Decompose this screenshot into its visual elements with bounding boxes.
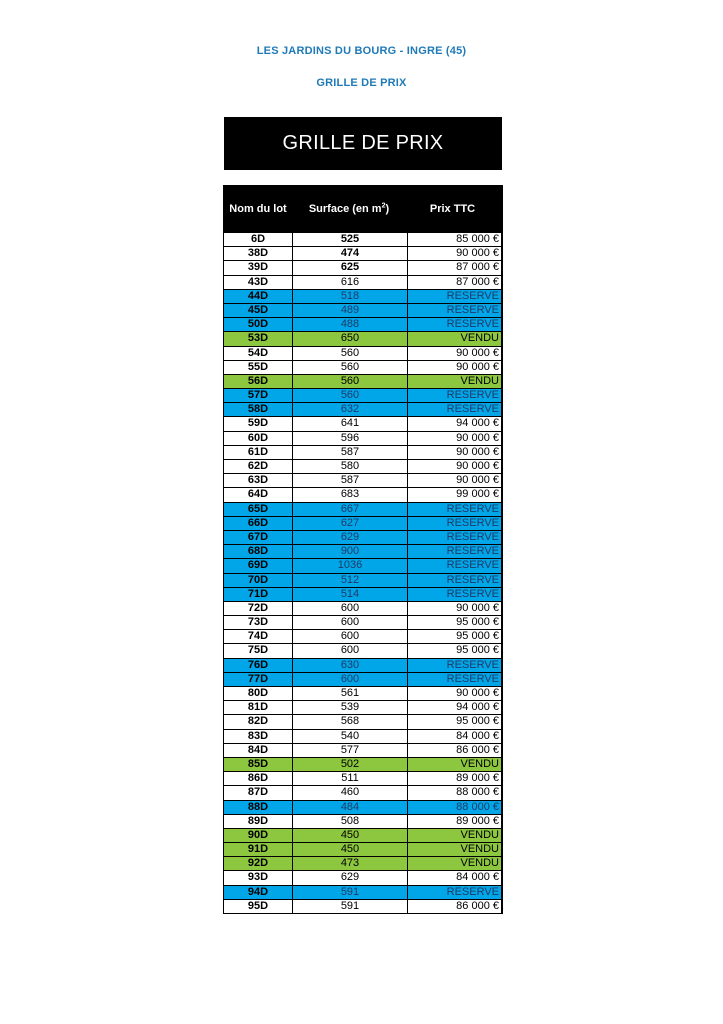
- lot-name-cell: 67D: [224, 531, 292, 544]
- price-cell: RESERVE: [408, 389, 501, 402]
- surface-cell: 630: [293, 659, 407, 672]
- surface-cell: 561: [293, 687, 407, 700]
- table-row: [224, 559, 502, 572]
- lot-name-cell: 45D: [224, 304, 292, 317]
- lot-name-cell: 91D: [224, 843, 292, 856]
- price-cell: 90 000 €: [408, 432, 501, 445]
- table-row: [224, 290, 502, 303]
- price-cell: 90 000 €: [408, 460, 501, 473]
- price-grid-banner: GRILLE DE PRIX: [224, 117, 502, 170]
- surface-cell: 600: [293, 602, 407, 615]
- surface-cell: 525: [293, 233, 407, 246]
- price-cell: 95 000 €: [408, 644, 501, 657]
- surface-cell: 450: [293, 843, 407, 856]
- lot-name-cell: 60D: [224, 432, 292, 445]
- surface-cell: 539: [293, 701, 407, 714]
- lot-name-cell: 43D: [224, 276, 292, 289]
- lot-name-cell: 70D: [224, 574, 292, 587]
- surface-cell: 580: [293, 460, 407, 473]
- lot-name-cell: 77D: [224, 673, 292, 686]
- lot-name-cell: 62D: [224, 460, 292, 473]
- table-row: [224, 744, 502, 757]
- price-cell: 95 000 €: [408, 616, 501, 629]
- price-cell: 90 000 €: [408, 247, 501, 260]
- lot-name-cell: 81D: [224, 701, 292, 714]
- table-row: [224, 347, 502, 360]
- price-cell: RESERVE: [408, 503, 501, 516]
- surface-cell: 616: [293, 276, 407, 289]
- surface-cell: 625: [293, 261, 407, 274]
- surface-cell: 900: [293, 545, 407, 558]
- table-row: [224, 417, 502, 430]
- lot-name-cell: 73D: [224, 616, 292, 629]
- price-table: [223, 185, 503, 914]
- surface-cell: 560: [293, 361, 407, 374]
- lot-name-cell: 38D: [224, 247, 292, 260]
- lot-name-cell: 69D: [224, 559, 292, 572]
- surface-cell: 484: [293, 801, 407, 814]
- lot-name-cell: 93D: [224, 871, 292, 884]
- price-cell: 87 000 €: [408, 276, 501, 289]
- table-row: [224, 403, 502, 416]
- surface-cell: 512: [293, 574, 407, 587]
- table-row: [224, 630, 502, 643]
- lot-name-cell: 39D: [224, 261, 292, 274]
- table-row: [224, 574, 502, 587]
- price-cell: RESERVE: [408, 659, 501, 672]
- price-cell: RESERVE: [408, 588, 501, 601]
- surface-cell: 473: [293, 857, 407, 870]
- surface-cell: 600: [293, 616, 407, 629]
- price-cell: 88 000 €: [408, 801, 501, 814]
- lot-name-cell: 90D: [224, 829, 292, 842]
- table-row: [224, 701, 502, 714]
- column-header-lot: Nom du lot: [229, 203, 287, 215]
- price-cell: 86 000 €: [408, 900, 501, 913]
- surface-cell: 683: [293, 488, 407, 501]
- table-row: [224, 616, 502, 629]
- lot-name-cell: 64D: [224, 488, 292, 501]
- price-cell: 89 000 €: [408, 772, 501, 785]
- table-row: [224, 758, 502, 771]
- price-cell: RESERVE: [408, 559, 501, 572]
- table-row: [224, 318, 502, 331]
- surface-cell: 488: [293, 318, 407, 331]
- surface-cell: 489: [293, 304, 407, 317]
- lot-name-cell: 63D: [224, 474, 292, 487]
- price-cell: RESERVE: [408, 403, 501, 416]
- table-header: [224, 185, 502, 233]
- surface-cell: 629: [293, 531, 407, 544]
- document-title: LES JARDINS DU BOURG - INGRE (45): [256, 45, 467, 57]
- price-cell: VENDU: [408, 332, 501, 345]
- surface-cell: 587: [293, 474, 407, 487]
- surface-cell: 650: [293, 332, 407, 345]
- price-cell: 95 000 €: [408, 630, 501, 643]
- table-row: [224, 659, 502, 672]
- price-cell: VENDU: [408, 758, 501, 771]
- table-row: [224, 871, 502, 884]
- price-cell: 85 000 €: [408, 233, 501, 246]
- lot-name-cell: 50D: [224, 318, 292, 331]
- lot-name-cell: 65D: [224, 503, 292, 516]
- price-cell: 99 000 €: [408, 488, 501, 501]
- lot-name-cell: 6D: [224, 233, 292, 246]
- price-cell: 86 000 €: [408, 744, 501, 757]
- table-row: [224, 375, 502, 388]
- table-row: [224, 772, 502, 785]
- table-row: [224, 474, 502, 487]
- price-cell: 87 000 €: [408, 261, 501, 274]
- lot-name-cell: 95D: [224, 900, 292, 913]
- lot-name-cell: 92D: [224, 857, 292, 870]
- lot-name-cell: 80D: [224, 687, 292, 700]
- lot-name-cell: 55D: [224, 361, 292, 374]
- surface-cell: 629: [293, 871, 407, 884]
- surface-cell: 587: [293, 446, 407, 459]
- table-row: [224, 361, 502, 374]
- table-row: [224, 446, 502, 459]
- surface-cell: 568: [293, 715, 407, 728]
- table-row: [224, 644, 502, 657]
- table-row: [224, 602, 502, 615]
- table-row: [224, 261, 502, 274]
- lot-name-cell: 83D: [224, 730, 292, 743]
- price-cell: RESERVE: [408, 886, 501, 899]
- table-row: [224, 460, 502, 473]
- price-cell: 90 000 €: [408, 347, 501, 360]
- surface-cell: 450: [293, 829, 407, 842]
- surface-cell: 667: [293, 503, 407, 516]
- price-cell: RESERVE: [408, 304, 501, 317]
- lot-name-cell: 89D: [224, 815, 292, 828]
- price-cell: VENDU: [408, 829, 501, 842]
- price-cell: VENDU: [408, 857, 501, 870]
- table-row: [224, 786, 502, 799]
- table-row: [224, 801, 502, 814]
- price-cell: 90 000 €: [408, 687, 501, 700]
- lot-name-cell: 54D: [224, 347, 292, 360]
- surface-cell: 600: [293, 630, 407, 643]
- price-cell: 90 000 €: [408, 446, 501, 459]
- price-cell: 94 000 €: [408, 417, 501, 430]
- lot-name-cell: 59D: [224, 417, 292, 430]
- price-cell: RESERVE: [408, 545, 501, 558]
- surface-cell: 560: [293, 347, 407, 360]
- table-row: [224, 687, 502, 700]
- lot-name-cell: 76D: [224, 659, 292, 672]
- table-row: [224, 815, 502, 828]
- table-row: [224, 588, 502, 601]
- price-cell: RESERVE: [408, 673, 501, 686]
- price-cell: 90 000 €: [408, 602, 501, 615]
- table-body: [224, 233, 502, 913]
- table-row: [224, 276, 502, 289]
- price-cell: VENDU: [408, 375, 501, 388]
- surface-cell: 591: [293, 900, 407, 913]
- surface-cell: 632: [293, 403, 407, 416]
- surface-cell: 560: [293, 375, 407, 388]
- table-row: [224, 432, 502, 445]
- lot-name-cell: 85D: [224, 758, 292, 771]
- price-cell: 84 000 €: [408, 871, 501, 884]
- surface-cell: 627: [293, 517, 407, 530]
- price-cell: RESERVE: [408, 574, 501, 587]
- table-row: [224, 304, 502, 317]
- surface-cell: 474: [293, 247, 407, 260]
- surface-cell: 591: [293, 886, 407, 899]
- price-cell: VENDU: [408, 843, 501, 856]
- table-row: [224, 843, 502, 856]
- lot-name-cell: 58D: [224, 403, 292, 416]
- table-row: [224, 857, 502, 870]
- lot-name-cell: 86D: [224, 772, 292, 785]
- table-row: [224, 517, 502, 530]
- price-cell: RESERVE: [408, 290, 501, 303]
- price-cell: 88 000 €: [408, 786, 501, 799]
- table-row: [224, 332, 502, 345]
- lot-name-cell: 68D: [224, 545, 292, 558]
- table-row: [224, 389, 502, 402]
- surface-cell: 511: [293, 772, 407, 785]
- price-cell: 95 000 €: [408, 715, 501, 728]
- lot-name-cell: 82D: [224, 715, 292, 728]
- lot-name-cell: 44D: [224, 290, 292, 303]
- column-header-surface: Surface (en $m^2$): [308, 202, 390, 215]
- table-row: [224, 503, 502, 516]
- surface-cell: 508: [293, 815, 407, 828]
- surface-cell: 600: [293, 673, 407, 686]
- lot-name-cell: 66D: [224, 517, 292, 530]
- surface-cell: 577: [293, 744, 407, 757]
- lot-name-cell: 71D: [224, 588, 292, 601]
- price-cell: RESERVE: [408, 318, 501, 331]
- price-cell: 89 000 €: [408, 815, 501, 828]
- surface-cell: 596: [293, 432, 407, 445]
- surface-cell: 560: [293, 389, 407, 402]
- table-row: [224, 730, 502, 743]
- lot-name-cell: 53D: [224, 332, 292, 345]
- price-cell: RESERVE: [408, 531, 501, 544]
- price-cell: 94 000 €: [408, 701, 501, 714]
- table-row: [224, 531, 502, 544]
- surface-cell: 460: [293, 786, 407, 799]
- lot-name-cell: 57D: [224, 389, 292, 402]
- lot-name-cell: 72D: [224, 602, 292, 615]
- surface-cell: 1036: [293, 559, 407, 572]
- table-row: [224, 247, 502, 260]
- price-cell: 90 000 €: [408, 361, 501, 374]
- table-row: [224, 900, 502, 913]
- table-row: [224, 673, 502, 686]
- lot-name-cell: 74D: [224, 630, 292, 643]
- surface-cell: 540: [293, 730, 407, 743]
- price-cell: 84 000 €: [408, 730, 501, 743]
- table-row: [224, 488, 502, 501]
- table-row: [224, 886, 502, 899]
- lot-name-cell: 61D: [224, 446, 292, 459]
- surface-cell: 502: [293, 758, 407, 771]
- surface-cell: 600: [293, 644, 407, 657]
- price-cell: 90 000 €: [408, 474, 501, 487]
- table-row: [224, 233, 502, 246]
- document-subtitle: GRILLE DE PRIX: [316, 77, 407, 89]
- lot-name-cell: 88D: [224, 801, 292, 814]
- lot-name-cell: 87D: [224, 786, 292, 799]
- table-row: [224, 829, 502, 842]
- lot-name-cell: 84D: [224, 744, 292, 757]
- column-header-price: Prix TTC: [429, 203, 476, 215]
- price-cell: RESERVE: [408, 517, 501, 530]
- table-row: [224, 715, 502, 728]
- lot-name-cell: 56D: [224, 375, 292, 388]
- surface-cell: 641: [293, 417, 407, 430]
- lot-name-cell: 75D: [224, 644, 292, 657]
- table-row: [224, 545, 502, 558]
- lot-name-cell: 94D: [224, 886, 292, 899]
- surface-cell: 518: [293, 290, 407, 303]
- surface-cell: 514: [293, 588, 407, 601]
